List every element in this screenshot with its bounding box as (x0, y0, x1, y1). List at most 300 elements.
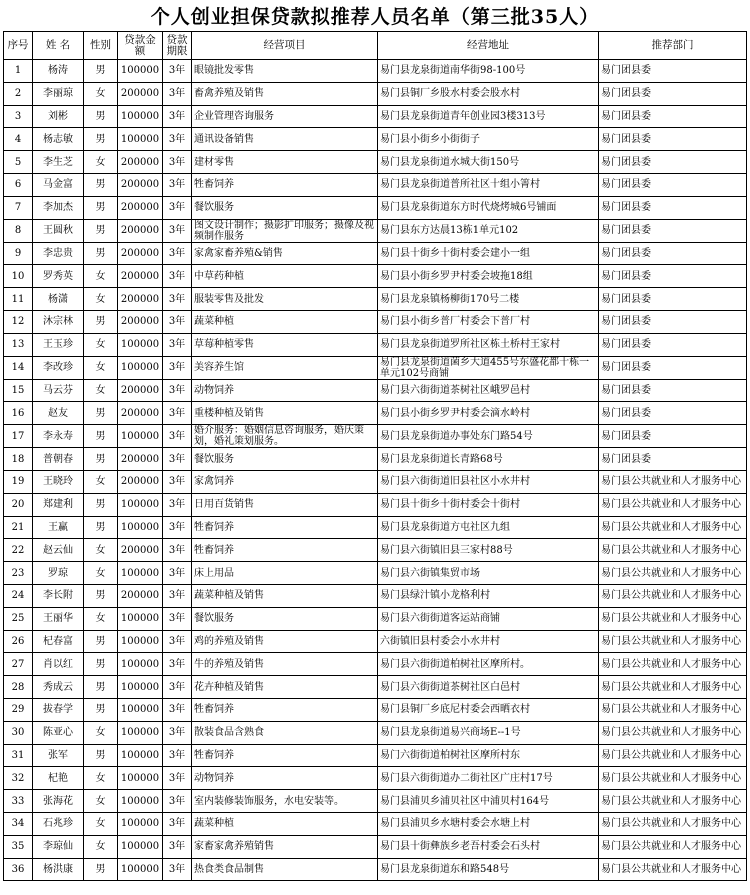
header-amount: 贷款金额 (118, 32, 163, 60)
table-row (4, 835, 747, 858)
cell-term: 3年 (163, 379, 192, 402)
cell-gender: 女 (84, 356, 118, 379)
cell-dept: 易门县公共就业和人才服务中心 (599, 607, 747, 630)
cell-no: 34 (4, 812, 33, 835)
cell-amount: 100000 (118, 676, 163, 699)
cell-no: 24 (4, 584, 33, 607)
cell-address: 易门六街街道柏树社区摩所村东 (378, 744, 599, 767)
cell-dept: 易门县公共就业和人才服务中心 (599, 698, 747, 721)
cell-project: 餐饮服务 (192, 607, 378, 630)
cell-dept: 易门团县委 (599, 333, 747, 356)
cell-name: 王玉珍 (33, 333, 84, 356)
table-row (4, 493, 747, 516)
cell-dept: 易门县公共就业和人才服务中心 (599, 539, 747, 562)
cell-project: 蔬菜种植及销售 (192, 584, 378, 607)
cell-address: 易门县六街街道客运站商铺 (378, 607, 599, 630)
cell-amount: 100000 (118, 835, 163, 858)
cell-term: 3年 (163, 219, 192, 242)
cell-amount: 100000 (118, 767, 163, 790)
table-row (4, 288, 747, 311)
cell-gender: 男 (84, 402, 118, 425)
cell-amount: 200000 (118, 470, 163, 493)
cell-no: 21 (4, 516, 33, 539)
cell-gender: 男 (84, 242, 118, 265)
cell-term: 3年 (163, 630, 192, 653)
cell-amount: 200000 (118, 242, 163, 265)
cell-term: 3年 (163, 82, 192, 105)
cell-name: 杞春富 (33, 630, 84, 653)
cell-address: 易门县龙泉街道东方时代烧烤城6号铺面 (378, 196, 599, 219)
cell-no: 36 (4, 858, 33, 881)
cell-no: 29 (4, 698, 33, 721)
cell-gender: 男 (84, 584, 118, 607)
cell-project: 畜禽养殖及销售 (192, 82, 378, 105)
cell-no: 13 (4, 333, 33, 356)
cell-project: 花卉种植及销售 (192, 676, 378, 699)
cell-term: 3年 (163, 653, 192, 676)
cell-project: 牲畜饲养 (192, 173, 378, 196)
table-row (4, 310, 747, 333)
cell-name: 张军 (33, 744, 84, 767)
cell-term: 3年 (163, 333, 192, 356)
cell-gender: 男 (84, 676, 118, 699)
cell-name: 沐宗林 (33, 310, 84, 333)
cell-amount: 100000 (118, 812, 163, 835)
cell-term: 3年 (163, 698, 192, 721)
cell-gender: 男 (84, 173, 118, 196)
cell-term: 3年 (163, 676, 192, 699)
cell-project: 通讯设备销售 (192, 128, 378, 151)
cell-address: 易门县小街乡罗尹村委会坡拖18组 (378, 265, 599, 288)
cell-gender: 女 (84, 82, 118, 105)
cell-address: 易门县十街乡十街村委会建小一组 (378, 242, 599, 265)
cell-dept: 易门县公共就业和人才服务中心 (599, 584, 747, 607)
cell-amount: 100000 (118, 721, 163, 744)
cell-term: 3年 (163, 288, 192, 311)
cell-term: 3年 (163, 607, 192, 630)
cell-dept: 易门团县委 (599, 425, 747, 448)
cell-gender: 女 (84, 812, 118, 835)
cell-term: 3年 (163, 60, 192, 83)
cell-dept: 易门团县委 (599, 242, 747, 265)
cell-amount: 100000 (118, 790, 163, 813)
cell-address: 易门县六街镇旧县三家村88号 (378, 539, 599, 562)
table-row (4, 196, 747, 219)
cell-address: 易门县浦贝乡浦贝社区中浦贝村164号 (378, 790, 599, 813)
cell-project: 室内装修装饰服务，水电安装等。 (192, 790, 378, 813)
cell-dept: 易门团县委 (599, 356, 747, 379)
table-row (4, 767, 747, 790)
cell-address: 易门县六街街道柏树社区摩所村。 (378, 653, 599, 676)
cell-term: 3年 (163, 562, 192, 585)
cell-term: 3年 (163, 310, 192, 333)
cell-amount: 100000 (118, 698, 163, 721)
table-row (4, 356, 747, 379)
cell-address: 易门县东方达晨13栋1单元102 (378, 219, 599, 242)
cell-address: 易门县龙泉街道办事处东门路54号 (378, 425, 599, 448)
cell-term: 3年 (163, 493, 192, 516)
cell-project: 蔬菜种植 (192, 310, 378, 333)
table-row (4, 242, 747, 265)
cell-amount: 200000 (118, 219, 163, 242)
cell-name: 李生芝 (33, 151, 84, 174)
cell-no: 10 (4, 265, 33, 288)
cell-term: 3年 (163, 242, 192, 265)
cell-gender: 女 (84, 835, 118, 858)
cell-project: 图文设计制作；摄影扩印服务；摄像及视频制作服务 (192, 219, 378, 242)
cell-no: 17 (4, 425, 33, 448)
table-row (4, 60, 747, 83)
table-body (4, 60, 747, 881)
cell-project: 餐饮服务 (192, 448, 378, 471)
cell-gender: 女 (84, 470, 118, 493)
cell-name: 李改珍 (33, 356, 84, 379)
cell-dept: 易门县公共就业和人才服务中心 (599, 790, 747, 813)
header-term: 贷款期限 (163, 32, 192, 60)
table-row (4, 721, 747, 744)
cell-project: 日用百货销售 (192, 493, 378, 516)
cell-name: 李丽琼 (33, 82, 84, 105)
cell-name: 张海花 (33, 790, 84, 813)
cell-amount: 200000 (118, 196, 163, 219)
cell-amount: 100000 (118, 60, 163, 83)
cell-dept: 易门县公共就业和人才服务中心 (599, 858, 747, 881)
cell-name: 杞艳 (33, 767, 84, 790)
cell-amount: 200000 (118, 402, 163, 425)
cell-project: 散装食品含熟食 (192, 721, 378, 744)
cell-project: 牲畜饲养 (192, 516, 378, 539)
cell-gender: 女 (84, 721, 118, 744)
cell-gender: 男 (84, 630, 118, 653)
cell-name: 赵友 (33, 402, 84, 425)
table-row (4, 790, 747, 813)
cell-address: 六街镇旧县村委会小水井村 (378, 630, 599, 653)
cell-project: 鸡的养殖及销售 (192, 630, 378, 653)
cell-name: 杨志敏 (33, 128, 84, 151)
cell-name: 普朝春 (33, 448, 84, 471)
table-row (4, 539, 747, 562)
cell-gender: 男 (84, 653, 118, 676)
table-row (4, 425, 747, 448)
table-row (4, 448, 747, 471)
cell-no: 3 (4, 105, 33, 128)
cell-amount: 100000 (118, 356, 163, 379)
cell-term: 3年 (163, 744, 192, 767)
cell-project: 动物饲养 (192, 379, 378, 402)
cell-no: 5 (4, 151, 33, 174)
cell-no: 20 (4, 493, 33, 516)
cell-name: 肖以红 (33, 653, 84, 676)
cell-name: 郑建利 (33, 493, 84, 516)
cell-name: 杨潇 (33, 288, 84, 311)
cell-no: 19 (4, 470, 33, 493)
cell-term: 3年 (163, 516, 192, 539)
cell-term: 3年 (163, 173, 192, 196)
cell-gender: 女 (84, 333, 118, 356)
cell-name: 秀成云 (33, 676, 84, 699)
cell-dept: 易门团县委 (599, 173, 747, 196)
table-row (4, 698, 747, 721)
cell-amount: 100000 (118, 105, 163, 128)
cell-dept: 易门团县委 (599, 265, 747, 288)
cell-name: 王圆秋 (33, 219, 84, 242)
cell-address: 易门县十街乡十街村委会十街村 (378, 493, 599, 516)
cell-address: 易门县六街街道茶树社区峨罗邑村 (378, 379, 599, 402)
cell-dept: 易门团县委 (599, 288, 747, 311)
cell-no: 15 (4, 379, 33, 402)
cell-name: 王赢 (33, 516, 84, 539)
cell-dept: 易门县公共就业和人才服务中心 (599, 653, 747, 676)
cell-no: 8 (4, 219, 33, 242)
table-row (4, 173, 747, 196)
cell-dept: 易门团县委 (599, 402, 747, 425)
cell-dept: 易门团县委 (599, 82, 747, 105)
cell-dept: 易门团县委 (599, 151, 747, 174)
cell-gender: 男 (84, 493, 118, 516)
cell-project: 蔬菜种植 (192, 812, 378, 835)
cell-term: 3年 (163, 448, 192, 471)
cell-no: 33 (4, 790, 33, 813)
cell-name: 罗琼 (33, 562, 84, 585)
cell-no: 23 (4, 562, 33, 585)
table-row (4, 82, 747, 105)
cell-no: 14 (4, 356, 33, 379)
cell-no: 35 (4, 835, 33, 858)
cell-address: 易门县六街街道茶树社区白邑村 (378, 676, 599, 699)
cell-term: 3年 (163, 356, 192, 379)
cell-amount: 200000 (118, 539, 163, 562)
table-row (4, 470, 747, 493)
cell-term: 3年 (163, 790, 192, 813)
cell-dept: 易门团县委 (599, 448, 747, 471)
cell-term: 3年 (163, 812, 192, 835)
cell-project: 热食类食品制售 (192, 858, 378, 881)
cell-dept: 易门县公共就业和人才服务中心 (599, 744, 747, 767)
cell-dept: 易门县公共就业和人才服务中心 (599, 721, 747, 744)
cell-gender: 女 (84, 562, 118, 585)
cell-name: 石兆珍 (33, 812, 84, 835)
cell-project: 牲畜饲养 (192, 698, 378, 721)
cell-no: 32 (4, 767, 33, 790)
cell-gender: 男 (84, 310, 118, 333)
page-title: 个人创业担保贷款拟推荐人员名单（第三批35人） (150, 6, 600, 28)
cell-no: 18 (4, 448, 33, 471)
cell-project: 美容养生馆 (192, 356, 378, 379)
table-row (4, 516, 747, 539)
table-row (4, 219, 747, 242)
cell-address: 易门县小街乡罗尹村委会滴水岭村 (378, 402, 599, 425)
table-row (4, 744, 747, 767)
cell-address: 易门县龙泉镇杨柳街170号二楼 (378, 288, 599, 311)
cell-project: 家禽家畜养殖&销售 (192, 242, 378, 265)
cell-no: 6 (4, 173, 33, 196)
cell-project: 床上用品 (192, 562, 378, 585)
cell-gender: 男 (84, 744, 118, 767)
recommendation-table (3, 31, 747, 881)
cell-project: 婚介服务：婚姻信息咨询服务，婚庆策划，婚礼策划服务。 (192, 425, 378, 448)
cell-amount: 200000 (118, 82, 163, 105)
cell-term: 3年 (163, 128, 192, 151)
cell-name: 拔春学 (33, 698, 84, 721)
cell-dept: 易门县公共就业和人才服务中心 (599, 676, 747, 699)
cell-project: 餐饮服务 (192, 196, 378, 219)
cell-project: 眼镜批发零售 (192, 60, 378, 83)
cell-address: 易门县小街乡普厂村委会下普厂村 (378, 310, 599, 333)
cell-dept: 易门团县委 (599, 60, 747, 83)
cell-amount: 100000 (118, 493, 163, 516)
cell-gender: 男 (84, 128, 118, 151)
cell-dept: 易门县公共就业和人才服务中心 (599, 630, 747, 653)
cell-name: 李忠贵 (33, 242, 84, 265)
cell-name: 刘彬 (33, 105, 84, 128)
cell-address: 易门县铜厂乡底尼村委会西晒衣村 (378, 698, 599, 721)
cell-no: 25 (4, 607, 33, 630)
cell-amount: 200000 (118, 173, 163, 196)
cell-name: 李加杰 (33, 196, 84, 219)
table-row (4, 858, 747, 881)
cell-project: 牲畜饲养 (192, 539, 378, 562)
cell-name: 李琼仙 (33, 835, 84, 858)
cell-dept: 易门县公共就业和人才服务中心 (599, 767, 747, 790)
cell-project: 建材零售 (192, 151, 378, 174)
cell-dept: 易门县公共就业和人才服务中心 (599, 516, 747, 539)
cell-no: 12 (4, 310, 33, 333)
cell-dept: 易门县公共就业和人才服务中心 (599, 812, 747, 835)
header-gender: 性别 (84, 32, 118, 60)
cell-gender: 男 (84, 219, 118, 242)
cell-amount: 200000 (118, 265, 163, 288)
cell-name: 李长附 (33, 584, 84, 607)
cell-address: 易门县龙泉街道罗所社区栋土桥村王家村 (378, 333, 599, 356)
cell-term: 3年 (163, 196, 192, 219)
cell-address: 易门县小街乡小街街子 (378, 128, 599, 151)
cell-amount: 100000 (118, 630, 163, 653)
cell-no: 4 (4, 128, 33, 151)
header-address: 经营地址 (378, 32, 599, 60)
cell-name: 李永寿 (33, 425, 84, 448)
table-row (4, 584, 747, 607)
cell-term: 3年 (163, 105, 192, 128)
table-row (4, 812, 747, 835)
cell-address: 易门县绿汁镇小龙格利村 (378, 584, 599, 607)
cell-no: 22 (4, 539, 33, 562)
table-row (4, 128, 747, 151)
table-header-row (4, 32, 747, 60)
cell-term: 3年 (163, 767, 192, 790)
cell-project: 企业管理咨询服务 (192, 105, 378, 128)
cell-dept: 易门团县委 (599, 379, 747, 402)
cell-project: 动物饲养 (192, 767, 378, 790)
cell-address: 易门县龙泉街道水城大街150号 (378, 151, 599, 174)
cell-no: 11 (4, 288, 33, 311)
cell-term: 3年 (163, 721, 192, 744)
cell-dept: 易门团县委 (599, 128, 747, 151)
cell-dept: 易门团县委 (599, 310, 747, 333)
cell-gender: 男 (84, 60, 118, 83)
cell-name: 赵云仙 (33, 539, 84, 562)
cell-address: 易门县龙泉街道菌乡大道455号东盛花都十栋一单元102号商铺 (378, 356, 599, 379)
cell-address: 易门县龙泉街道易兴商场E--1号 (378, 721, 599, 744)
cell-gender: 女 (84, 151, 118, 174)
cell-amount: 200000 (118, 379, 163, 402)
cell-dept: 易门团县委 (599, 196, 747, 219)
cell-no: 26 (4, 630, 33, 653)
cell-name: 罗秀英 (33, 265, 84, 288)
cell-no: 31 (4, 744, 33, 767)
cell-dept: 易门团县委 (599, 219, 747, 242)
cell-project: 家畜家禽养殖销售 (192, 835, 378, 858)
cell-amount: 100000 (118, 607, 163, 630)
cell-no: 16 (4, 402, 33, 425)
cell-gender: 男 (84, 858, 118, 881)
cell-gender: 男 (84, 516, 118, 539)
table-row (4, 562, 747, 585)
cell-address: 易门县龙泉街道东和路548号 (378, 858, 599, 881)
table-row (4, 333, 747, 356)
cell-gender: 男 (84, 105, 118, 128)
cell-amount: 100000 (118, 744, 163, 767)
cell-amount: 200000 (118, 288, 163, 311)
cell-no: 7 (4, 196, 33, 219)
cell-no: 9 (4, 242, 33, 265)
cell-project: 服装零售及批发 (192, 288, 378, 311)
cell-amount: 100000 (118, 128, 163, 151)
cell-amount: 100000 (118, 562, 163, 585)
cell-amount: 100000 (118, 333, 163, 356)
cell-amount: 100000 (118, 516, 163, 539)
cell-name: 马金富 (33, 173, 84, 196)
cell-gender: 女 (84, 288, 118, 311)
cell-dept: 易门县公共就业和人才服务中心 (599, 562, 747, 585)
cell-term: 3年 (163, 151, 192, 174)
cell-address: 易门县六街街道办二街社区广庄村17号 (378, 767, 599, 790)
cell-name: 陈亚心 (33, 721, 84, 744)
header-dept: 推荐部门 (599, 32, 747, 60)
cell-gender: 女 (84, 607, 118, 630)
cell-term: 3年 (163, 265, 192, 288)
cell-address: 易门县六街镇集贸市场 (378, 562, 599, 585)
cell-address: 易门县龙泉街道普所社区十组小箐村 (378, 173, 599, 196)
cell-gender: 男 (84, 196, 118, 219)
cell-term: 3年 (163, 470, 192, 493)
cell-address: 易门县龙泉街道长青路68号 (378, 448, 599, 471)
cell-gender: 女 (84, 539, 118, 562)
cell-project: 重楼种植及销售 (192, 402, 378, 425)
cell-amount: 100000 (118, 425, 163, 448)
cell-address: 易门县浦贝乡水塘村委会水塘上村 (378, 812, 599, 835)
cell-no: 1 (4, 60, 33, 83)
cell-address: 易门县龙泉街道青年创业园3楼313号 (378, 105, 599, 128)
cell-term: 3年 (163, 425, 192, 448)
cell-name: 王丽华 (33, 607, 84, 630)
table-row (4, 151, 747, 174)
table-row (4, 630, 747, 653)
cell-gender: 男 (84, 448, 118, 471)
cell-name: 马云芬 (33, 379, 84, 402)
cell-gender: 男 (84, 425, 118, 448)
cell-no: 2 (4, 82, 33, 105)
cell-no: 27 (4, 653, 33, 676)
table-row (4, 653, 747, 676)
cell-name: 王晓玲 (33, 470, 84, 493)
cell-project: 牛的养殖及销售 (192, 653, 378, 676)
cell-amount: 200000 (118, 151, 163, 174)
cell-dept: 易门县公共就业和人才服务中心 (599, 835, 747, 858)
cell-term: 3年 (163, 539, 192, 562)
cell-no: 28 (4, 676, 33, 699)
header-name: 姓 名 (33, 32, 84, 60)
header-project: 经营项目 (192, 32, 378, 60)
